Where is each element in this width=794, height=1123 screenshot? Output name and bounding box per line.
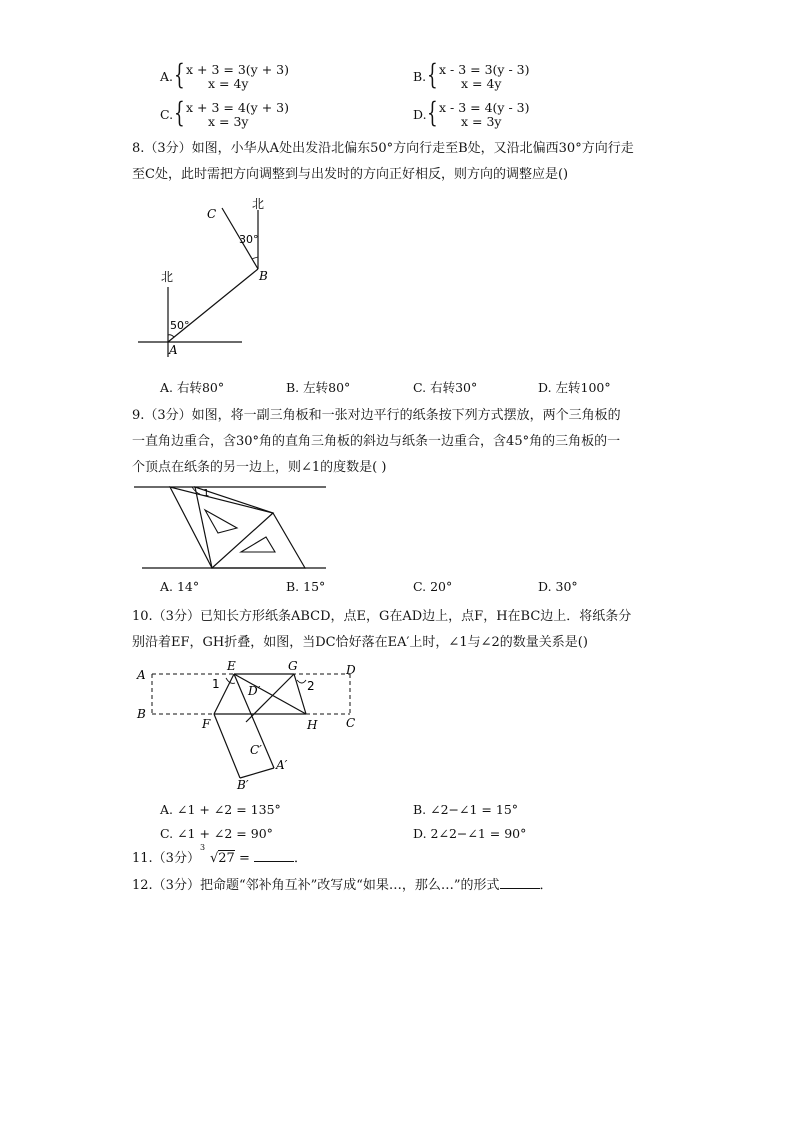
option-label: D.: [413, 107, 427, 122]
option-label: B.: [413, 69, 427, 84]
point-label-c: C: [207, 207, 217, 221]
q9-option-d: D. 30°: [538, 579, 578, 594]
equation-2: x = 4y: [208, 76, 249, 91]
radical-sign: √: [209, 851, 219, 866]
angle-label-1: 1: [212, 677, 220, 691]
q10-option-c: C. ∠1 + ∠2 = 90°: [160, 826, 273, 841]
point-label-g: G: [288, 659, 298, 673]
equation-1: x - 3 = 4(y - 3): [439, 100, 530, 115]
point-label-d-prime: D′: [248, 684, 261, 698]
root-index: 3: [199, 843, 206, 852]
q8-stem-line-1: 8.（3分）如图，小华从A处出发沿北偏东50°方向行走至B处，又沿北偏西30°方向行走: [132, 141, 634, 156]
angle-label-2: 2: [307, 679, 315, 693]
answer-blank[interactable]: [254, 849, 294, 862]
point-label-a: A: [137, 668, 146, 682]
q7-option-d: [413, 96, 613, 130]
point-label-b: B: [259, 269, 268, 283]
equals-sign: =: [238, 851, 250, 866]
q9-stem-line-1: 9.（3分）如图，将一副三角板和一张对边平行的纸条按下列方式摆放，两个三角板的: [132, 408, 621, 423]
segment-ba: [240, 768, 274, 778]
point-label-c-prime: C′: [250, 743, 262, 757]
q9-option-b: B. 15°: [286, 579, 326, 594]
set-square-45: [195, 487, 305, 568]
point-label-a-prime: A′: [276, 758, 288, 772]
point-label-c: C: [346, 716, 356, 730]
q9-stem-line-3: 个顶点在纸条的另一边上，则∠1的度数是( ): [132, 460, 387, 475]
angle-arc-a: [168, 335, 174, 337]
q7-option-a: [160, 58, 360, 92]
q10-option-b: B. ∠2−∠1 = 15°: [413, 802, 519, 817]
equation-2: x = 3y: [461, 114, 502, 129]
cube-root: [199, 843, 235, 872]
q10-option-d: D. 2∠2−∠1 = 90°: [413, 826, 527, 841]
point-label-b-prime: B′: [237, 778, 249, 792]
q9-option-a: A. 14°: [160, 579, 200, 594]
angle-arc-b: [252, 257, 258, 259]
q10-option-a: A. ∠1 + ∠2 = 135°: [160, 802, 281, 817]
q8-option-a: A. 右转80°: [160, 380, 225, 395]
equation-2: x = 3y: [208, 114, 249, 129]
point-label-a: A: [169, 343, 178, 357]
q11-stem: [132, 843, 672, 872]
angle-label-50: 50°: [170, 319, 190, 332]
equation-1: x - 3 = 3(y - 3): [439, 62, 530, 77]
q12-text: 12.（3分）把命题“邻补角互补”改写成“如果…，那么…”的形式: [132, 878, 500, 893]
q7-option-c: [160, 96, 360, 130]
brace: {: [174, 96, 185, 129]
q8-option-d: D. 左转100°: [538, 380, 611, 395]
q10-stem-line-2: 别沿着EF，GH折叠，如图，当DC恰好落在EA′上时，∠1与∠2的数量关系是(): [132, 635, 588, 650]
point-label-f: F: [202, 717, 211, 731]
option-label: A.: [160, 69, 174, 84]
brace: {: [427, 96, 438, 129]
set-square-30: [170, 487, 273, 568]
segment-fb: [214, 714, 240, 778]
period: ．: [293, 851, 307, 866]
segment-gd: [246, 674, 294, 722]
q12-stem: [132, 873, 672, 899]
q11-prefix: 11.（3分）: [132, 851, 200, 866]
q9-figure: [130, 480, 330, 572]
q10-figure: [130, 658, 370, 792]
angle-label-30: 30°: [239, 233, 259, 246]
equation-1: x + 3 = 4(y + 3): [186, 100, 289, 115]
q8-stem-line-2: 至C处，此时需把方向调整到与出发时的方向正好相反，则方向的调整应是(): [132, 167, 569, 182]
answer-blank[interactable]: [500, 876, 540, 889]
point-label-h: H: [307, 718, 318, 732]
point-label-e: E: [227, 659, 236, 673]
set-square-45-hole: [241, 537, 275, 552]
q9-option-c: C. 20°: [413, 579, 453, 594]
north-label-b: 北: [252, 197, 265, 211]
q7-option-b: [413, 58, 613, 92]
angle-2-arc: [297, 680, 306, 683]
point-label-d: D: [346, 663, 356, 677]
set-square-30-hole: [205, 510, 237, 533]
radicand: 27: [218, 851, 235, 866]
period: ．: [539, 878, 553, 893]
point-label-b: B: [137, 707, 146, 721]
q8-figure: [130, 192, 280, 362]
q8-option-b: B. 左转80°: [286, 380, 351, 395]
brace: {: [174, 58, 185, 91]
q8-option-c: C. 右转30°: [413, 380, 478, 395]
q10-stem-line-1: 10.（3分）已知长方形纸条ABCD，点E，G在AD边上，点F，H在BC边上．将纸条分: [132, 609, 632, 624]
equation-1: x + 3 = 3(y + 3): [186, 62, 289, 77]
north-label-a: 北: [161, 270, 174, 284]
option-label: C.: [160, 107, 174, 122]
angle-1-label: 1: [203, 488, 210, 499]
q9-stem-line-2: 一直角边重合，含30°角的直角三角板的斜边与纸条一边重合，含45°角的三角板的一: [132, 434, 621, 449]
brace: {: [427, 58, 438, 91]
equation-2: x = 4y: [461, 76, 502, 91]
